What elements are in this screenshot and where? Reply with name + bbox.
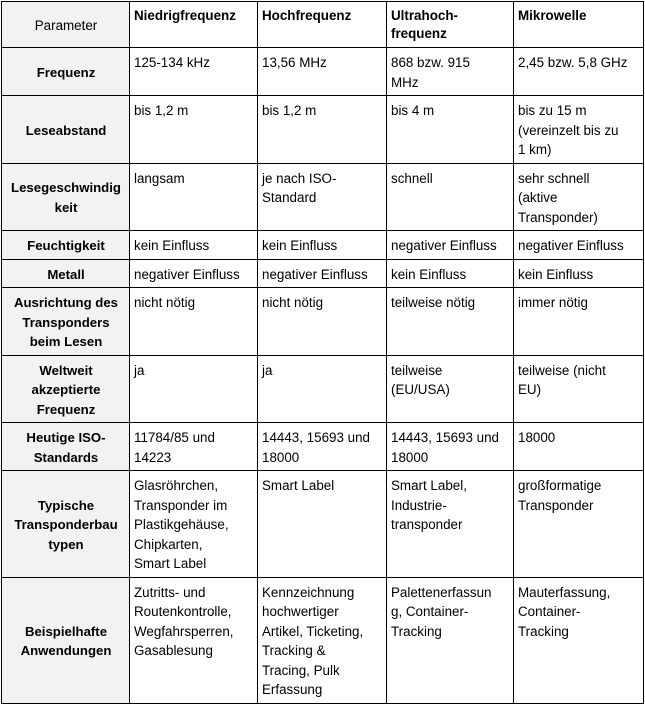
param-label: Ausrichtung des Transponders beim Lesen <box>2 288 130 356</box>
header-ultrahochfrequenz: Ultrahoch- frequenz <box>387 2 514 48</box>
table-cell: negativer Einfluss <box>258 259 387 288</box>
table-cell: schnell <box>387 163 514 231</box>
param-label: Heutige ISO- Standards <box>2 423 130 471</box>
table-row <box>2 259 644 288</box>
param-label: Typische Transponderbau typen <box>2 471 130 578</box>
table-cell: nicht nötig <box>258 288 387 356</box>
header-parameter: Parameter <box>2 2 130 48</box>
table-cell: Kennzeichnung hochwertiger Artikel, Ticketing, Tracking & Tracing, Pulk Erfassung <box>258 577 387 703</box>
table-row <box>2 423 644 471</box>
table-cell: Smart Label <box>258 471 387 578</box>
table-row <box>2 288 644 356</box>
table-cell: 2,45 bzw. 5,8 GHz <box>514 48 644 96</box>
table-cell: nicht nötig <box>130 288 258 356</box>
param-label: Frequenz <box>2 48 130 96</box>
table-cell: 14443, 15693 und 18000 <box>258 423 387 471</box>
table-cell: bis zu 15 m (vereinzelt bis zu 1 km) <box>514 96 644 164</box>
table-cell: Palettenerfassun g, Container- Tracking <box>387 577 514 703</box>
table-cell: sehr schnell (aktive Transponder) <box>514 163 644 231</box>
table-cell: 14443, 15693 und 18000 <box>387 423 514 471</box>
table-cell: negativer Einfluss <box>387 231 514 260</box>
table-row <box>2 163 644 231</box>
table-cell: 18000 <box>514 423 644 471</box>
param-label: Weltweit akzeptierte Frequenz <box>2 355 130 423</box>
table-cell: 11784/85 und 14223 <box>130 423 258 471</box>
table-row <box>2 471 644 578</box>
header-hochfrequenz: Hochfrequenz <box>258 2 387 48</box>
table-cell: kein Einfluss <box>130 231 258 260</box>
table-cell: Mauterfassung, Container- Tracking <box>514 577 644 703</box>
table-cell: teilweise (EU/USA) <box>387 355 514 423</box>
table-row <box>2 355 644 423</box>
param-label: Lesegeschwindig keit <box>2 163 130 231</box>
table-cell: negativer Einfluss <box>514 231 644 260</box>
table-cell: Smart Label, Industrie- transponder <box>387 471 514 578</box>
table-cell: immer nötig <box>514 288 644 356</box>
table-cell: teilweise nötig <box>387 288 514 356</box>
table-row <box>2 577 644 703</box>
table-cell: kein Einfluss <box>258 231 387 260</box>
table-cell: Zutritts- und Routenkontrolle, Wegfahrsperren, Gasablesung <box>130 577 258 703</box>
header-row <box>2 2 644 48</box>
table-cell: bis 1,2 m <box>258 96 387 164</box>
table-row <box>2 48 644 96</box>
table-cell: negativer Einfluss <box>130 259 258 288</box>
table-cell: langsam <box>130 163 258 231</box>
table-cell: 13,56 MHz <box>258 48 387 96</box>
param-label: Metall <box>2 259 130 288</box>
header-mikrowelle: Mikrowelle <box>514 2 644 48</box>
table-cell: 868 bzw. 915 MHz <box>387 48 514 96</box>
rfid-comparison-table <box>1 1 644 704</box>
header-niedrigfrequenz: Niedrigfrequenz <box>130 2 258 48</box>
table-cell: je nach ISO- Standard <box>258 163 387 231</box>
table-row <box>2 231 644 260</box>
table-cell: kein Einfluss <box>514 259 644 288</box>
table-cell: bis 4 m <box>387 96 514 164</box>
table-cell: großformatige Transponder <box>514 471 644 578</box>
table-cell: teilweise (nicht EU) <box>514 355 644 423</box>
param-label: Beispielhafte Anwendungen <box>2 577 130 703</box>
table-cell: Glasröhrchen, Transponder im Plastikgehäuse, Chipkarten, Smart Label <box>130 471 258 578</box>
table-cell: ja <box>130 355 258 423</box>
param-label: Feuchtigkeit <box>2 231 130 260</box>
param-label: Leseabstand <box>2 96 130 164</box>
table-row <box>2 96 644 164</box>
table-cell: ja <box>258 355 387 423</box>
table-cell: bis 1,2 m <box>130 96 258 164</box>
table-cell: kein Einfluss <box>387 259 514 288</box>
table-cell: 125-134 kHz <box>130 48 258 96</box>
